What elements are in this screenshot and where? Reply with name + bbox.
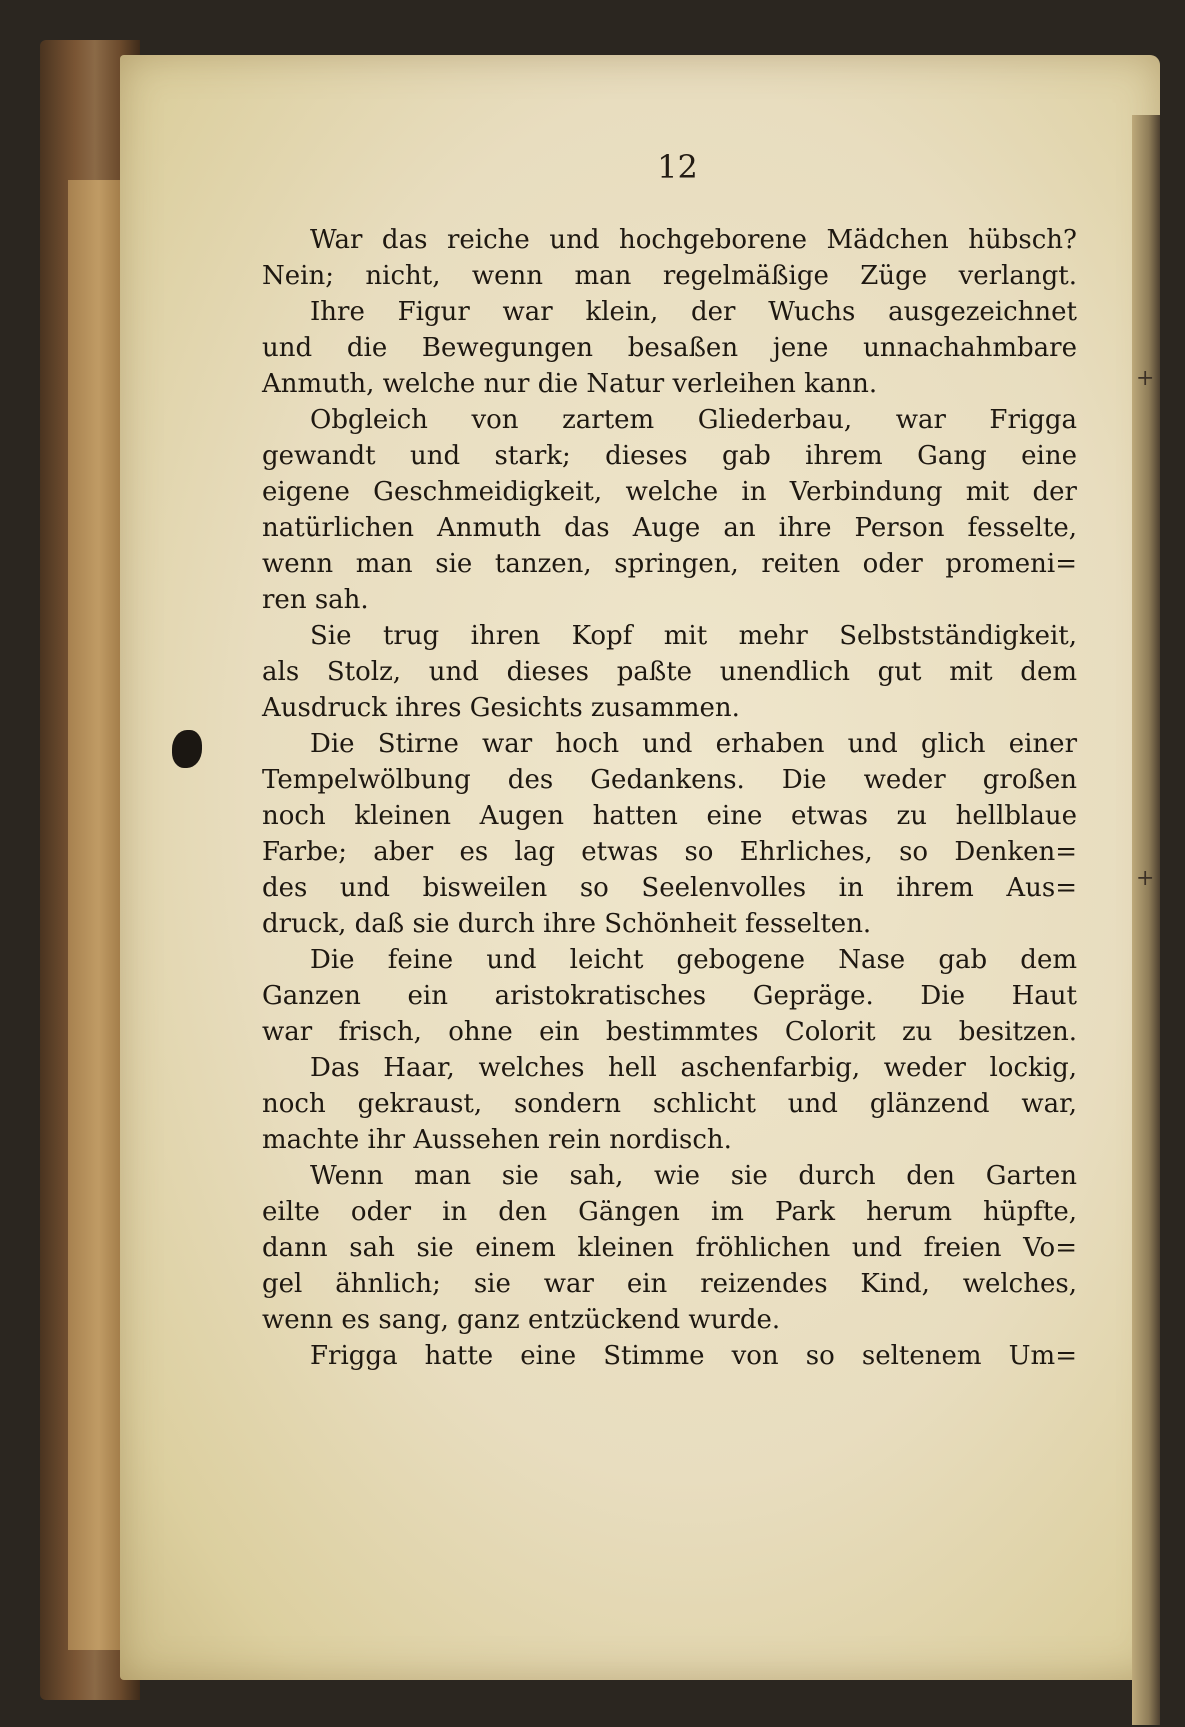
text-line: gel ähnlich; sie war ein reizendes Kind, welches,	[262, 1269, 1077, 1299]
page-number-text: 12	[657, 148, 698, 186]
text-line: Obgleich von zartem Gliederbau, war Frigga	[310, 405, 1077, 435]
ink-blot	[172, 730, 202, 768]
text-line: gewandt und stark; dieses gab ihrem Gang eine	[262, 441, 1077, 471]
text-line: natürlichen Anmuth das Auge an ihre Person fesselte,	[262, 513, 1077, 543]
text-line: wenn man sie tanzen, springen, reiten oder promeni=	[262, 549, 1077, 579]
text-line: Ganzen ein aristokratisches Gepräge. Die Haut	[262, 981, 1077, 1011]
text-line: machte ihr Aussehen rein nordisch.	[262, 1125, 732, 1155]
text-line: Anmuth, welche nur die Natur verleihen kann.	[262, 369, 878, 399]
text-line: Ausdruck ihres Gesichts zusammen.	[262, 693, 740, 723]
margin-mark: +	[1136, 866, 1155, 891]
text-line: als Stolz, und dieses paßte unendlich gut mit dem	[262, 657, 1077, 687]
text-line: noch gekraust, sondern schlicht und glänzend war,	[262, 1089, 1077, 1119]
text-line: Die feine und leicht gebogene Nase gab dem	[310, 945, 1077, 975]
text-line: wenn es sang, ganz entzückend wurde.	[262, 1305, 781, 1335]
text-line: Ihre Figur war klein, der Wuchs ausgezeichnet	[310, 297, 1077, 327]
text-line: des und bisweilen so Seelenvolles in ihrem Aus=	[262, 873, 1077, 903]
text-line: eilte oder in den Gängen im Park herum hüpfte,	[262, 1197, 1077, 1227]
text-line: ren sah.	[262, 585, 369, 615]
text-line: dann sah sie einem kleinen fröhlichen und freien Vo=	[262, 1233, 1077, 1263]
text-line: war frisch, ohne ein bestimmtes Colorit zu besitzen.	[262, 1017, 1077, 1047]
text-line: Das Haar, welches hell aschenfarbig, weder lockig,	[310, 1053, 1077, 1083]
text-line: Tempelwölbung des Gedankens. Die weder großen	[262, 765, 1077, 795]
text-line: druck, daß sie durch ihre Schönheit fesselten.	[262, 909, 872, 939]
body-text	[262, 222, 1077, 1374]
text-line: Wenn man sie sah, wie sie durch den Garten	[310, 1161, 1077, 1191]
text-line: Die Stirne war hoch und erhaben und glich einer	[310, 729, 1077, 759]
page-edge	[1132, 115, 1160, 1725]
text-line: Farbe; aber es lag etwas so Ehrliches, so Denken=	[262, 837, 1077, 867]
text-line: Sie trug ihren Kopf mit mehr Selbstständigkeit,	[310, 621, 1077, 651]
page-number	[0, 148, 1185, 186]
text-line: War das reiche und hochgeborene Mädchen hübsch?	[310, 225, 1077, 255]
margin-mark: +	[1136, 366, 1155, 391]
text-line: noch kleinen Augen hatten eine etwas zu hellblaue	[262, 801, 1077, 831]
text-line: Nein; nicht, wenn man regelmäßige Züge verlangt.	[262, 261, 1077, 291]
text-line: eigene Geschmeidigkeit, welche in Verbindung mit der	[262, 477, 1077, 507]
text-line: Frigga hatte eine Stimme von so seltenem Um=	[310, 1341, 1077, 1371]
text-line: und die Bewegungen besaßen jene unnachahmbare	[262, 333, 1077, 363]
